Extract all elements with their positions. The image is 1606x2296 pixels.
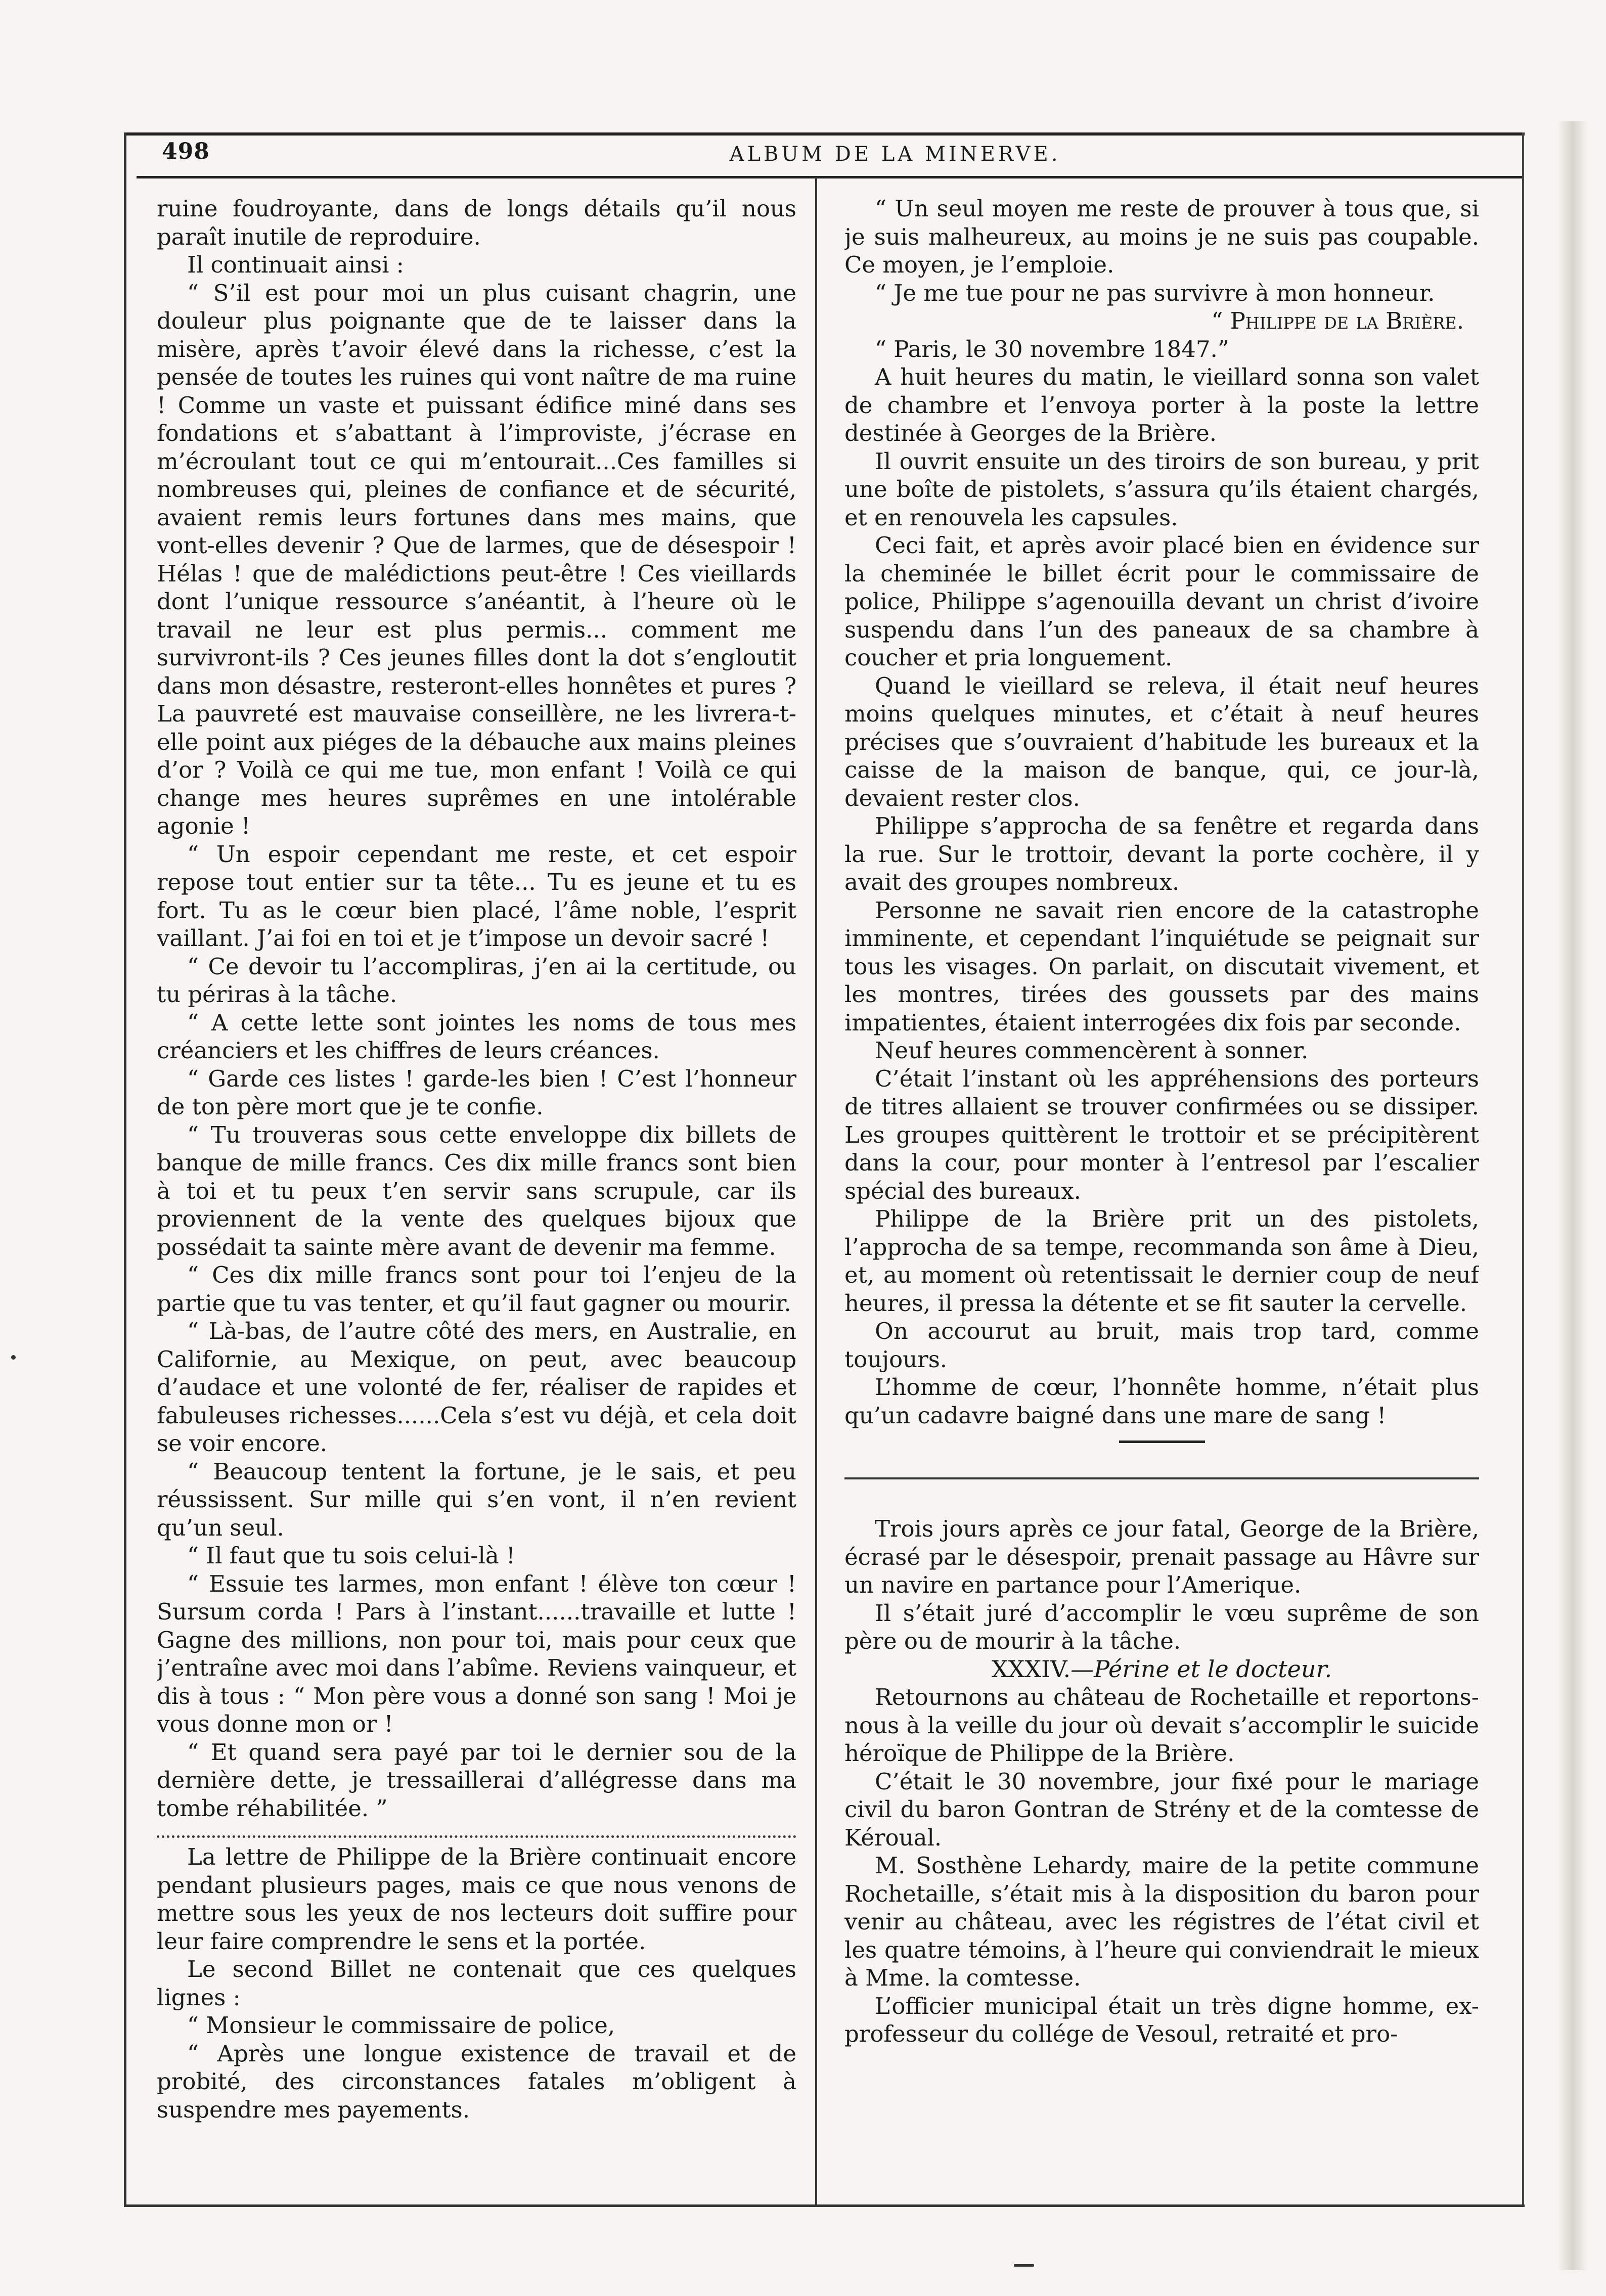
paragraph: C’était l’instant où les appréhensions des porteurs de titres allaient se trouver confirmées ou se dissiper. Les groupes quittèrent le trottoir et se précipitèrent dans la cour, pour monter à l’entresol par l’escalier spécial des bureaux. bbox=[844, 1065, 1479, 1204]
left-column bbox=[157, 195, 796, 2197]
paragraph: “ Il faut que tu sois celui-là ! bbox=[187, 1542, 516, 1569]
paragraph: “ Beaucoup tentent la fortune, je le sais, et peu réussissent. Sur mille qui s’en vont, il n’en revient qu’un seul. bbox=[157, 1458, 796, 1541]
paragraph: A huit heures du matin, le vieillard sonna son valet de chambre et l’envoya porter à la poste la lettre destinée à Georges de la Brière. bbox=[844, 364, 1479, 446]
paragraph: Le second Billet ne contenait que ces quelques lignes : bbox=[157, 1956, 796, 2011]
paragraph: “ Et quand sera payé par toi le dernier sou de la dernière dette, je tressaillerai d’allégresse dans ma tombe réhabilitée. ” bbox=[157, 1738, 796, 1822]
paragraph: “ Ces dix mille francs sont pour toi l’enjeu de la partie que tu vas tenter, et qu’il faut gagner ou mourir. bbox=[157, 1262, 796, 1317]
column-divider bbox=[815, 177, 817, 2204]
paragraph: “ Monsieur le commissaire de police, bbox=[187, 2012, 615, 2039]
paragraph: ruine foudroyante, dans de longs détails qu’il nous paraît inutile de reproduire. bbox=[157, 195, 796, 250]
paragraph: “ S’il est pour moi un plus cuisant chagrin, une douleur plus poignante que de te laisser dans la misère, après t’avoir élevé dans la richesse, c’est la pensée de toutes les ruines qui vont naître de ma ruine ! Comme un vaste et puissant édifice miné dans ses fondations et s’abattant à l’improviste, j’écrase en m’écroulant tout ce qui m’entourait...Ces familles si nombreuses qui, pleines de confiance et de sécurité, avaient remis leurs fortunes dans mes mains, que vont-elles devenir ? Que de larmes, que de désespoir ! Hélas ! que de malédictions peut-être ! Ces vieillards dont l’unique ressource s’anéantit, à l’heure où le travail ne leur est plus permis... comment me survivront-ils ? Ces jeunes filles dont la dot s’engloutit dans mon désastre, resteront-elles honnêtes et pures ? La pauvreté est mauvaise conseillère, ne les livrera-t-elle point aux piéges de la débauche aux mains pleines d’or ? Voilà ce qui me tue, mon enfant ! Voilà ce qui change mes heures suprêmes en une intolérable agonie ! bbox=[157, 279, 796, 839]
letter-dateline: “ Paris, le 30 novembre 1847.” bbox=[875, 335, 1229, 363]
section-rule bbox=[1119, 1440, 1205, 1443]
paragraph: Quand le vieillard se releva, il était neuf heures moins quelques minutes, et c’était à neuf heures précises que s’ouvraient d’habitude les bureaux et la caisse de la maison de banque, qui, ce jour-là, devaient rester clos. bbox=[844, 672, 1479, 812]
right-column bbox=[844, 195, 1479, 2197]
chapter-number: XXXIV. bbox=[991, 1655, 1071, 1683]
ink-speck bbox=[11, 1355, 16, 1360]
paragraph: “ Je me tue pour ne pas survivre à mon honneur. bbox=[875, 279, 1435, 306]
section-divider bbox=[844, 1477, 1479, 1479]
paragraph: “ Ce devoir tu l’accompliras, j’en ai la certitude, ou tu périras à la tâche. bbox=[157, 953, 796, 1008]
paragraph: “ Tu trouveras sous cette enveloppe dix billets de banque de mille francs. Ces dix mille francs sont bien à toi et tu peux t’en servir sans scrupule, car ils proviennent de la vente des quelques bijoux que possédait ta sainte mère avant de devenir ma femme. bbox=[157, 1121, 796, 1260]
paragraph: “ Là-bas, de l’autre côté des mers, en Australie, en Californie, au Mexique, on peut, avec beaucoup d’audace et une volonté de fer, réaliser de rapides et fabuleuses richesses......Cela s’est vu déjà, et cela doit se voir encore. bbox=[157, 1318, 796, 1457]
page-header bbox=[152, 136, 1517, 176]
letter-signature: “ Philippe de la Brière. bbox=[1211, 307, 1464, 334]
paragraph: On accourut au bruit, mais trop tard, comme toujours. bbox=[844, 1318, 1479, 1373]
paragraph: Trois jours après ce jour fatal, George de la Brière, écrasé par le désespoir, prenait passage au Hâvre sur un navire en partance pour l’Amerique. bbox=[844, 1515, 1479, 1598]
paragraph: Il continuait ainsi : bbox=[187, 251, 404, 278]
paragraph: Il ouvrit ensuite un des tiroirs de son bureau, y prit une boîte de pistolets, s’assura qu’ils étaient chargés, et en renouvela les capsules. bbox=[844, 447, 1479, 531]
ink-speck bbox=[1014, 2264, 1034, 2267]
dotted-separator bbox=[157, 1829, 796, 1838]
paragraph: “ Garde ces listes ! garde-les bien ! C’est l’honneur de ton père mort que je te confie. bbox=[157, 1065, 796, 1120]
header-rule bbox=[137, 176, 1522, 178]
paragraph: La lettre de Philippe de la Brière continuait encore pendant plusieurs pages, mais ce que nous venons de mettre sous les yeux de nos lecteurs doit suffire pour leur faire comprendre le sens et la portée. bbox=[157, 1843, 796, 1955]
running-title: ALBUM DE LA MINERVE. bbox=[729, 143, 1061, 166]
chapter-title: —Périne et le docteur. bbox=[1070, 1655, 1332, 1683]
paragraph: Personne ne savait rien encore de la catastrophe imminente, et cependant l’inquiétude se peignait sur tous les visages. On parlait, on discutait vivement, et les montres, tirées des goussets par des mains impatientes, étaient interrogées dix fois par seconde. bbox=[844, 896, 1479, 1036]
paragraph: Il s’était juré d’accomplir le vœu suprême de son père ou de mourir à la tâche. bbox=[844, 1599, 1479, 1654]
page-frame-bottom bbox=[124, 2204, 1525, 2207]
chapter-heading bbox=[844, 1655, 1479, 1684]
paragraph: L’officier municipal était un très digne homme, ex-professeur du collége de Vesoul, retraité et pro- bbox=[844, 1992, 1479, 2047]
paragraph: M. Sosthène Lehardy, maire de la petite commune Rochetaille, s’était mis à la disposition du baron pour venir au château, avec les régistres de l’état civil et les quatre témoins, à l’heure qui conviendrait le mieux à Mme. la comtesse. bbox=[844, 1852, 1479, 1991]
paragraph: Neuf heures commencèrent à sonner. bbox=[875, 1037, 1309, 1064]
paragraph: “ A cette lette sont jointes les noms de tous mes créanciers et les chiffres de leurs créances. bbox=[157, 1009, 796, 1064]
paragraph: Ceci fait, et après avoir placé bien en évidence sur la cheminée le billet écrit pour le commissaire de police, Philippe s’agenouilla devant un christ d’ivoire suspendu dans l’un des paneaux de sa chambre à coucher et pria longuement. bbox=[844, 532, 1479, 671]
paragraph: Philippe de la Brière prit un des pistolets, l’approcha de sa tempe, recommanda son âme à Dieu, et, au moment où retentissait le dernier coup de neuf heures, il pressa la détente et se fit sauter la cervelle. bbox=[844, 1205, 1479, 1317]
paragraph: Retournons au château de Rochetaille et reportons-nous à la veille du jour où devait s’accomplir le suicide héroïque de Philippe de la Brière. bbox=[844, 1684, 1479, 1767]
paragraph: “ Essuie tes larmes, mon enfant ! élève ton cœur ! Sursum corda ! Pars à l’instant......travaille et lutte ! Gagne des millions, non pour toi, mais pour ceux que j’entraîne avec moi dans l’abîme. Reviens vainqueur, et dis à tous : “ Mon père vous a donné son sang ! Moi je vous donne mon or ! bbox=[157, 1570, 796, 1737]
paragraph: “ Un seul moyen me reste de prouver à tous que, si je suis malheureux, au moins je ne suis pas coupable. Ce moyen, je l’emploie. bbox=[844, 195, 1479, 278]
page-frame-right bbox=[1522, 132, 1524, 2205]
paragraph: “ Après une longue existence de travail et de probité, des circonstances fatales m’obligent à suspendre mes payements. bbox=[157, 2040, 796, 2123]
paragraph: Philippe s’approcha de sa fenêtre et regarda dans la rue. Sur le trottoir, devant la porte cochère, il y avait des groupes nombreux. bbox=[844, 813, 1479, 895]
page-number: 498 bbox=[162, 139, 210, 164]
paragraph: L’homme de cœur, l’honnête homme, n’était plus qu’un cadavre baigné dans une mare de sang ! bbox=[844, 1374, 1479, 1429]
paragraph: C’était le 30 novembre, jour fixé pour le mariage civil du baron Gontran de Strény et de la comtesse de Kéroual. bbox=[844, 1768, 1479, 1851]
paragraph: “ Un espoir cependant me reste, et cet espoir repose tout entier sur ta tête... Tu es jeune et tu es fort. Tu as le cœur bien placé, l’âme noble, l’esprit vaillant. J’ai foi en toi et je t’impose un devoir sacré ! bbox=[157, 840, 796, 952]
page-frame-left bbox=[124, 132, 126, 2205]
binding-shadow bbox=[1557, 121, 1588, 2270]
